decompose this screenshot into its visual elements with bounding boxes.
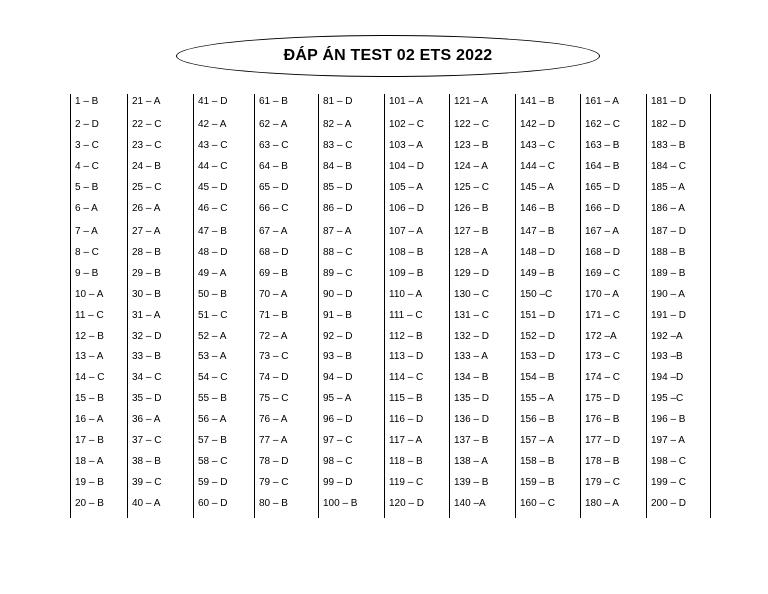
answer-cell: 30 – B xyxy=(132,289,161,300)
answer-cell: 54 – C xyxy=(198,372,228,383)
answer-cell: 41 – D xyxy=(198,96,228,107)
answer-cell: 28 – B xyxy=(132,247,161,258)
answer-cell: 74 – D xyxy=(259,372,289,383)
answer-cell: 127 – B xyxy=(454,226,489,237)
answer-cell: 157 – A xyxy=(520,435,554,446)
answer-cell: 68 – D xyxy=(259,247,289,258)
answer-cell: 87 – A xyxy=(323,226,352,237)
answer-cell: 26 – A xyxy=(132,203,161,214)
answer-cell: 159 – B xyxy=(520,477,555,488)
answer-cell: 23 – C xyxy=(132,140,162,151)
answer-cell: 197 – A xyxy=(651,435,685,446)
answer-cell: 47 – B xyxy=(198,226,227,237)
answer-cell: 120 – D xyxy=(389,498,425,509)
answer-cell: 1 – B xyxy=(75,96,99,107)
answer-cell: 182 – D xyxy=(651,119,687,130)
answer-cell: 138 – A xyxy=(454,456,488,467)
answer-cell: 151 – D xyxy=(520,310,556,321)
answer-cell: 163 – B xyxy=(585,140,620,151)
answer-cell: 136 – D xyxy=(454,414,490,425)
answer-cell: 172 –A xyxy=(585,331,617,342)
answer-cell: 57 – B xyxy=(198,435,227,446)
answer-cell: 145 – A xyxy=(520,182,554,193)
answer-cell: 139 – B xyxy=(454,477,489,488)
answer-cell: 175 – D xyxy=(585,393,621,404)
answer-cell: 24 – B xyxy=(132,161,161,172)
answer-cell: 140 –A xyxy=(454,498,486,509)
answer-cell: 174 – C xyxy=(585,372,621,383)
answer-cell: 199 – C xyxy=(651,477,687,488)
answer-cell: 101 – A xyxy=(389,96,423,107)
answer-cell: 167 – A xyxy=(585,226,619,237)
answer-cell: 188 – B xyxy=(651,247,686,258)
answer-cell: 176 – B xyxy=(585,414,620,425)
answer-column xyxy=(580,94,646,518)
answer-cell: 198 – C xyxy=(651,456,687,467)
answer-cell: 13 – A xyxy=(75,351,104,362)
answer-cell: 177 – D xyxy=(585,435,621,446)
answer-cell: 75 – C xyxy=(259,393,289,404)
answer-cell: 3 – C xyxy=(75,140,99,151)
answer-cell: 44 – C xyxy=(198,161,228,172)
answer-cell: 77 – A xyxy=(259,435,288,446)
answer-cell: 55 – B xyxy=(198,393,227,404)
answer-cell: 40 – A xyxy=(132,498,161,509)
answer-cell: 85 – D xyxy=(323,182,353,193)
answer-cell: 130 – C xyxy=(454,289,490,300)
answer-cell: 192 –A xyxy=(651,331,683,342)
answer-cell: 61 – B xyxy=(259,96,288,107)
answer-cell: 96 – D xyxy=(323,414,353,425)
answer-cell: 107 – A xyxy=(389,226,423,237)
answer-cell: 134 – B xyxy=(454,372,489,383)
answer-cell: 150 –C xyxy=(520,289,553,300)
answer-cell: 171 – C xyxy=(585,310,621,321)
answer-cell: 88 – C xyxy=(323,247,353,258)
answer-cell: 147 – B xyxy=(520,226,555,237)
answer-cell: 105 – A xyxy=(389,182,423,193)
answer-cell: 194 –D xyxy=(651,372,684,383)
answer-cell: 82 – A xyxy=(323,119,352,130)
answer-cell: 115 – B xyxy=(389,393,423,404)
answer-cell: 59 – D xyxy=(198,477,228,488)
answer-cell: 63 – C xyxy=(259,140,289,151)
answer-cell: 173 – C xyxy=(585,351,621,362)
answer-cell: 119 – C xyxy=(389,477,424,488)
answer-cell: 153 – D xyxy=(520,351,556,362)
answer-cell: 6 – A xyxy=(75,203,98,214)
answer-cell: 42 – A xyxy=(198,119,227,130)
grid-right-border xyxy=(710,94,711,518)
answer-cell: 71 – B xyxy=(259,310,288,321)
answer-cell: 185 – A xyxy=(651,182,685,193)
answer-cell: 80 – B xyxy=(259,498,288,509)
answer-cell: 129 – D xyxy=(454,268,490,279)
answer-column xyxy=(254,94,318,518)
answer-cell: 123 – B xyxy=(454,140,489,151)
answer-cell: 45 – D xyxy=(198,182,228,193)
answer-cell: 31 – A xyxy=(132,310,161,321)
answer-cell: 78 – D xyxy=(259,456,289,467)
answer-cell: 53 – A xyxy=(198,351,227,362)
answer-cell: 27 – A xyxy=(132,226,161,237)
answer-cell: 187 – D xyxy=(651,226,687,237)
answer-cell: 20 – B xyxy=(75,498,104,509)
answer-cell: 122 – C xyxy=(454,119,490,130)
answer-cell: 165 – D xyxy=(585,182,621,193)
answer-cell: 116 – D xyxy=(389,414,424,425)
answer-cell: 183 – B xyxy=(651,140,686,151)
answer-cell: 118 – B xyxy=(389,456,423,467)
answer-cell: 133 – A xyxy=(454,351,488,362)
answer-cell: 91 – B xyxy=(323,310,352,321)
answer-cell: 51 – C xyxy=(198,310,228,321)
answer-cell: 161 – A xyxy=(585,96,619,107)
answer-cell: 95 – A xyxy=(323,393,352,404)
answer-cell: 65 – D xyxy=(259,182,289,193)
answer-cell: 69 – B xyxy=(259,268,288,279)
answer-cell: 19 – B xyxy=(75,477,104,488)
answer-cell: 12 – B xyxy=(75,331,104,342)
answer-cell: 141 – B xyxy=(520,96,555,107)
answer-cell: 58 – C xyxy=(198,456,228,467)
answer-cell: 189 – B xyxy=(651,268,686,279)
answer-cell: 62 – A xyxy=(259,119,288,130)
answer-column xyxy=(449,94,515,518)
answer-column xyxy=(515,94,580,518)
answer-cell: 97 – C xyxy=(323,435,353,446)
answer-cell: 43 – C xyxy=(198,140,228,151)
answer-cell: 18 – A xyxy=(75,456,104,467)
answer-cell: 178 – B xyxy=(585,456,620,467)
answer-cell: 106 – D xyxy=(389,203,425,214)
answer-cell: 70 – A xyxy=(259,289,288,300)
answer-cell: 72 – A xyxy=(259,331,288,342)
answer-cell: 170 – A xyxy=(585,289,619,300)
answer-cell: 100 – B xyxy=(323,498,358,509)
answer-cell: 67 – A xyxy=(259,226,288,237)
answer-cell: 73 – C xyxy=(259,351,289,362)
answer-cell: 143 – C xyxy=(520,140,556,151)
answer-cell: 25 – C xyxy=(132,182,162,193)
answer-column xyxy=(384,94,449,518)
answer-cell: 180 – A xyxy=(585,498,619,509)
answer-cell: 93 – B xyxy=(323,351,352,362)
answer-cell: 131 – C xyxy=(454,310,490,321)
answer-cell: 155 – A xyxy=(520,393,554,404)
answer-cell: 48 – D xyxy=(198,247,228,258)
answer-cell: 98 – C xyxy=(323,456,353,467)
answer-cell: 37 – C xyxy=(132,435,162,446)
answer-cell: 5 – B xyxy=(75,182,99,193)
answer-cell: 132 – D xyxy=(454,331,490,342)
answer-cell: 126 – B xyxy=(454,203,489,214)
answer-cell: 38 – B xyxy=(132,456,161,467)
answer-column xyxy=(127,94,193,518)
answer-cell: 22 – C xyxy=(132,119,162,130)
answer-cell: 113 – D xyxy=(389,351,424,362)
answer-cell: 8 – C xyxy=(75,247,99,258)
answer-cell: 79 – C xyxy=(259,477,289,488)
answer-cell: 39 – C xyxy=(132,477,162,488)
answer-cell: 104 – D xyxy=(389,161,425,172)
answer-cell: 160 – C xyxy=(520,498,556,509)
answer-cell: 179 – C xyxy=(585,477,621,488)
answer-cell: 34 – C xyxy=(132,372,162,383)
answer-cell: 56 – A xyxy=(198,414,227,425)
answer-cell: 33 – B xyxy=(132,351,161,362)
answer-cell: 154 – B xyxy=(520,372,555,383)
answer-cell: 14 – C xyxy=(75,372,105,383)
answer-cell: 2 – D xyxy=(75,119,99,130)
answer-cell: 121 – A xyxy=(454,96,488,107)
answer-cell: 181 – D xyxy=(651,96,687,107)
answer-cell: 94 – D xyxy=(323,372,353,383)
answer-cell: 90 – D xyxy=(323,289,353,300)
answer-column xyxy=(193,94,254,518)
answer-cell: 195 –C xyxy=(651,393,684,404)
answer-cell: 166 – D xyxy=(585,203,621,214)
answer-cell: 162 – C xyxy=(585,119,621,130)
answer-cell: 10 – A xyxy=(75,289,104,300)
answer-cell: 36 – A xyxy=(132,414,161,425)
answer-cell: 200 – D xyxy=(651,498,687,509)
answer-cell: 108 – B xyxy=(389,247,424,258)
answer-cell: 125 – C xyxy=(454,182,490,193)
answer-cell: 158 – B xyxy=(520,456,555,467)
answer-cell: 144 – C xyxy=(520,161,556,172)
answer-cell: 32 – D xyxy=(132,331,162,342)
answer-cell: 156 – B xyxy=(520,414,555,425)
answer-cell: 164 – B xyxy=(585,161,620,172)
answer-column xyxy=(70,94,127,518)
answer-cell: 114 – C xyxy=(389,372,424,383)
answer-cell: 92 – D xyxy=(323,331,353,342)
answer-cell: 196 – B xyxy=(651,414,686,425)
answer-cell: 15 – B xyxy=(75,393,104,404)
answer-cell: 60 – D xyxy=(198,498,228,509)
answer-cell: 135 – D xyxy=(454,393,490,404)
answer-cell: 84 – B xyxy=(323,161,352,172)
answer-cell: 149 – B xyxy=(520,268,555,279)
answer-cell: 35 – D xyxy=(132,393,162,404)
answer-cell: 142 – D xyxy=(520,119,556,130)
answer-cell: 64 – B xyxy=(259,161,288,172)
answer-cell: 137 – B xyxy=(454,435,489,446)
answer-cell: 83 – C xyxy=(323,140,353,151)
page-title: ĐÁP ÁN TEST 02 ETS 2022 xyxy=(283,47,493,64)
answer-cell: 184 – C xyxy=(651,161,687,172)
answer-column xyxy=(318,94,384,518)
answer-cell: 193 –B xyxy=(651,351,683,362)
answer-cell: 81 – D xyxy=(323,96,353,107)
answer-cell: 89 – C xyxy=(323,268,353,279)
answer-cell: 49 – A xyxy=(198,268,227,279)
answer-cell: 110 – A xyxy=(389,289,423,300)
answer-cell: 186 – A xyxy=(651,203,685,214)
answer-cell: 109 – B xyxy=(389,268,424,279)
answer-cell: 152 – D xyxy=(520,331,556,342)
answer-cell: 117 – A xyxy=(389,435,423,446)
answer-cell: 17 – B xyxy=(75,435,104,446)
answer-column xyxy=(646,94,710,518)
answer-cell: 21 – A xyxy=(132,96,161,107)
answer-cell: 99 – D xyxy=(323,477,353,488)
answer-cell: 148 – D xyxy=(520,247,556,258)
title-banner xyxy=(176,35,600,77)
answer-cell: 7 – A xyxy=(75,226,98,237)
answer-cell: 4 – C xyxy=(75,161,99,172)
answer-cell: 11 – C xyxy=(75,310,104,321)
answer-cell: 124 – A xyxy=(454,161,488,172)
answer-cell: 112 – B xyxy=(389,331,423,342)
answer-cell: 16 – A xyxy=(75,414,104,425)
answer-cell: 111 – C xyxy=(389,310,423,321)
answer-cell: 190 – A xyxy=(651,289,685,300)
answer-cell: 128 – A xyxy=(454,247,488,258)
answer-cell: 9 – B xyxy=(75,268,99,279)
answer-cell: 66 – C xyxy=(259,203,289,214)
answer-cell: 169 – C xyxy=(585,268,621,279)
answer-cell: 29 – B xyxy=(132,268,161,279)
answer-cell: 76 – A xyxy=(259,414,288,425)
answer-cell: 46 – C xyxy=(198,203,228,214)
answer-cell: 146 – B xyxy=(520,203,555,214)
answer-cell: 102 – C xyxy=(389,119,425,130)
answer-cell: 52 – A xyxy=(198,331,227,342)
answer-cell: 103 – A xyxy=(389,140,423,151)
answer-cell: 86 – D xyxy=(323,203,353,214)
answer-cell: 168 – D xyxy=(585,247,621,258)
answer-cell: 50 – B xyxy=(198,289,227,300)
answer-cell: 191 – D xyxy=(651,310,687,321)
